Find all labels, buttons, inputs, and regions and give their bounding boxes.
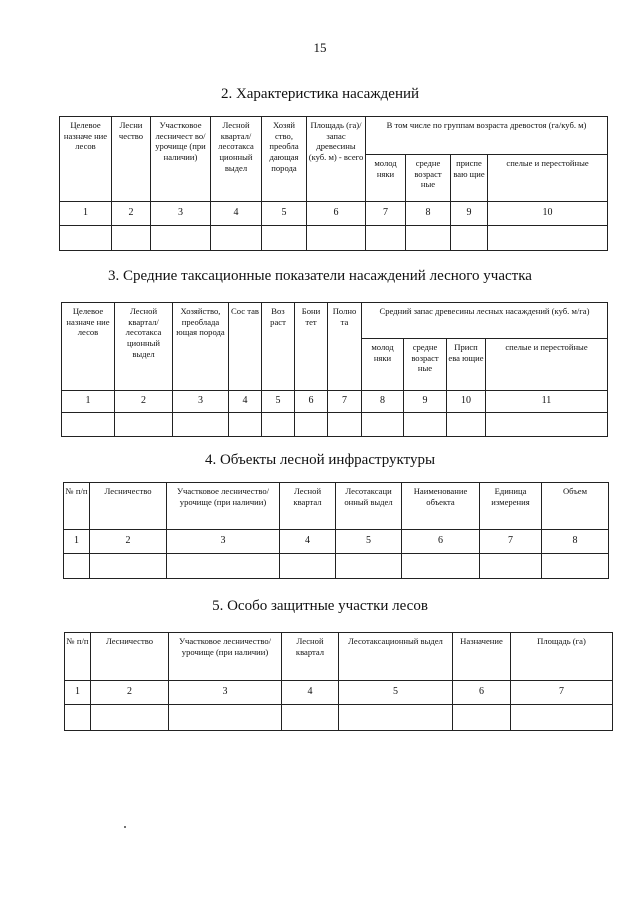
header-cell: Назначение (453, 633, 511, 681)
empty-cell[interactable] (447, 413, 486, 437)
header-cell: Полно та (328, 303, 362, 391)
column-number: 5 (262, 202, 307, 226)
table-row (62, 413, 608, 437)
empty-cell[interactable] (295, 413, 328, 437)
header-cell: Единица измерения (480, 483, 542, 530)
header-cell: № п/п (65, 633, 91, 681)
empty-cell[interactable] (402, 554, 480, 579)
column-number: 3 (167, 530, 280, 554)
section-3-title: 3. Средние таксационные показатели насаждений лесного участка (108, 268, 532, 284)
header-cell: Бони тет (295, 303, 328, 391)
subheader-cell: приспе ваю щие (451, 155, 488, 202)
column-number: 3 (169, 681, 282, 705)
empty-cell[interactable] (488, 226, 608, 251)
empty-cell[interactable] (62, 413, 115, 437)
column-number: 2 (90, 530, 167, 554)
table-row (64, 554, 609, 579)
column-number: 5 (336, 530, 402, 554)
header-cell: Участковое лесничество/ урочище (при наличии) (167, 483, 280, 530)
empty-cell[interactable] (115, 413, 173, 437)
header-cell: Целевое назначе ние лесов (60, 117, 112, 202)
empty-cell[interactable] (90, 554, 167, 579)
header-cell: № п/п (64, 483, 90, 530)
table-plantation-characteristics (59, 116, 608, 251)
empty-cell[interactable] (173, 413, 229, 437)
empty-cell[interactable] (404, 413, 447, 437)
header-cell: Лесотаксационный выдел (339, 633, 453, 681)
header-cell: Лесничество (91, 633, 169, 681)
section-4-title: 4. Объекты лесной инфраструктуры (204, 452, 436, 468)
table-protective-areas (64, 632, 613, 731)
empty-cell[interactable] (336, 554, 402, 579)
empty-cell[interactable] (282, 705, 339, 731)
header-cell: Площадь (га)/запас древесины (куб. м) - всего (307, 117, 366, 202)
subheader-cell: спелые и перестойные (486, 339, 608, 391)
table-forest-infrastructure (63, 482, 609, 579)
column-number: 6 (402, 530, 480, 554)
column-number: 10 (447, 391, 486, 413)
column-number: 9 (451, 202, 488, 226)
column-number: 7 (366, 202, 406, 226)
column-number: 1 (62, 391, 115, 413)
column-number: 7 (511, 681, 613, 705)
column-number: 5 (339, 681, 453, 705)
subheader-cell: молод няки (362, 339, 404, 391)
empty-cell[interactable] (169, 705, 282, 731)
column-number: 1 (60, 202, 112, 226)
empty-cell[interactable] (451, 226, 488, 251)
empty-cell[interactable] (453, 705, 511, 731)
header-cell: Лесни чество (112, 117, 151, 202)
empty-cell[interactable] (366, 226, 406, 251)
empty-cell[interactable] (262, 413, 295, 437)
column-number: 7 (328, 391, 362, 413)
column-number: 8 (542, 530, 609, 554)
column-number: 6 (307, 202, 366, 226)
header-cell: Лесничество (90, 483, 167, 530)
empty-cell[interactable] (406, 226, 451, 251)
group-header-cell: В том числе по группам возраста древостоя (га/куб. м) (366, 117, 608, 155)
column-number: 10 (488, 202, 608, 226)
header-cell: Хозяйство, преоблада ющая порода (173, 303, 229, 391)
empty-cell[interactable] (65, 705, 91, 731)
column-number: 4 (280, 530, 336, 554)
table-row (60, 226, 608, 251)
header-cell: Участковое лесничест во/урочище (при наличии) (151, 117, 211, 202)
empty-cell[interactable] (167, 554, 280, 579)
header-cell: Целевое назначе ние лесов (62, 303, 115, 391)
subheader-cell: спелые и перестойные (488, 155, 608, 202)
header-cell: Лесной квартал (280, 483, 336, 530)
empty-cell[interactable] (280, 554, 336, 579)
column-number: 2 (91, 681, 169, 705)
header-cell: Лесотаксаци онный выдел (336, 483, 402, 530)
empty-cell[interactable] (542, 554, 609, 579)
column-number: 9 (404, 391, 447, 413)
empty-cell[interactable] (362, 413, 404, 437)
table-row (65, 705, 613, 731)
page-number: 15 (313, 40, 327, 55)
column-number: 8 (406, 202, 451, 226)
column-number: 3 (173, 391, 229, 413)
column-number: 11 (486, 391, 608, 413)
header-cell: Хозяй ство, преобла дающая порода (262, 117, 307, 202)
header-cell: Объем (542, 483, 609, 530)
header-cell: Участковое лесничество/урочище (при наличии) (169, 633, 282, 681)
empty-cell[interactable] (480, 554, 542, 579)
header-cell: Лесной квартал/ лесотакса ционный выдел (115, 303, 173, 391)
section-5-title: 5. Особо защитные участки лесов (212, 598, 428, 614)
subheader-cell: Присп ева ющие (447, 339, 486, 391)
column-number: 4 (282, 681, 339, 705)
subheader-cell: молод няки (366, 155, 406, 202)
table-taxation-indicators (61, 302, 608, 437)
group-header-cell: Средний запас древесины лесных насаждений (куб. м/га) (362, 303, 608, 339)
column-number: 6 (295, 391, 328, 413)
empty-cell[interactable] (262, 226, 307, 251)
column-number: 2 (115, 391, 173, 413)
empty-cell[interactable] (486, 413, 608, 437)
header-cell: Воз раст (262, 303, 295, 391)
column-number: 4 (229, 391, 262, 413)
empty-cell[interactable] (64, 554, 90, 579)
empty-cell[interactable] (511, 705, 613, 731)
section-2-title: 2. Характеристика насаждений (220, 86, 420, 102)
column-number: 1 (64, 530, 90, 554)
speck-mark (124, 826, 126, 828)
header-cell: Лесной квартал (282, 633, 339, 681)
empty-cell[interactable] (60, 226, 112, 251)
empty-cell[interactable] (151, 226, 211, 251)
header-cell: Площадь (га) (511, 633, 613, 681)
column-number: 8 (362, 391, 404, 413)
column-number: 2 (112, 202, 151, 226)
empty-cell[interactable] (112, 226, 151, 251)
subheader-cell: средне возраст ные (406, 155, 451, 202)
column-number: 4 (211, 202, 262, 226)
subheader-cell: средне возраст ные (404, 339, 447, 391)
empty-cell[interactable] (211, 226, 262, 251)
header-cell: Наименование объекта (402, 483, 480, 530)
empty-cell[interactable] (91, 705, 169, 731)
empty-cell[interactable] (229, 413, 262, 437)
column-number: 5 (262, 391, 295, 413)
empty-cell[interactable] (339, 705, 453, 731)
column-number: 6 (453, 681, 511, 705)
column-number: 1 (65, 681, 91, 705)
empty-cell[interactable] (328, 413, 362, 437)
header-cell: Сос тав (229, 303, 262, 391)
header-cell: Лесной квартал/ лесотакса ционный выдел (211, 117, 262, 202)
column-number: 3 (151, 202, 211, 226)
column-number: 7 (480, 530, 542, 554)
empty-cell[interactable] (307, 226, 366, 251)
